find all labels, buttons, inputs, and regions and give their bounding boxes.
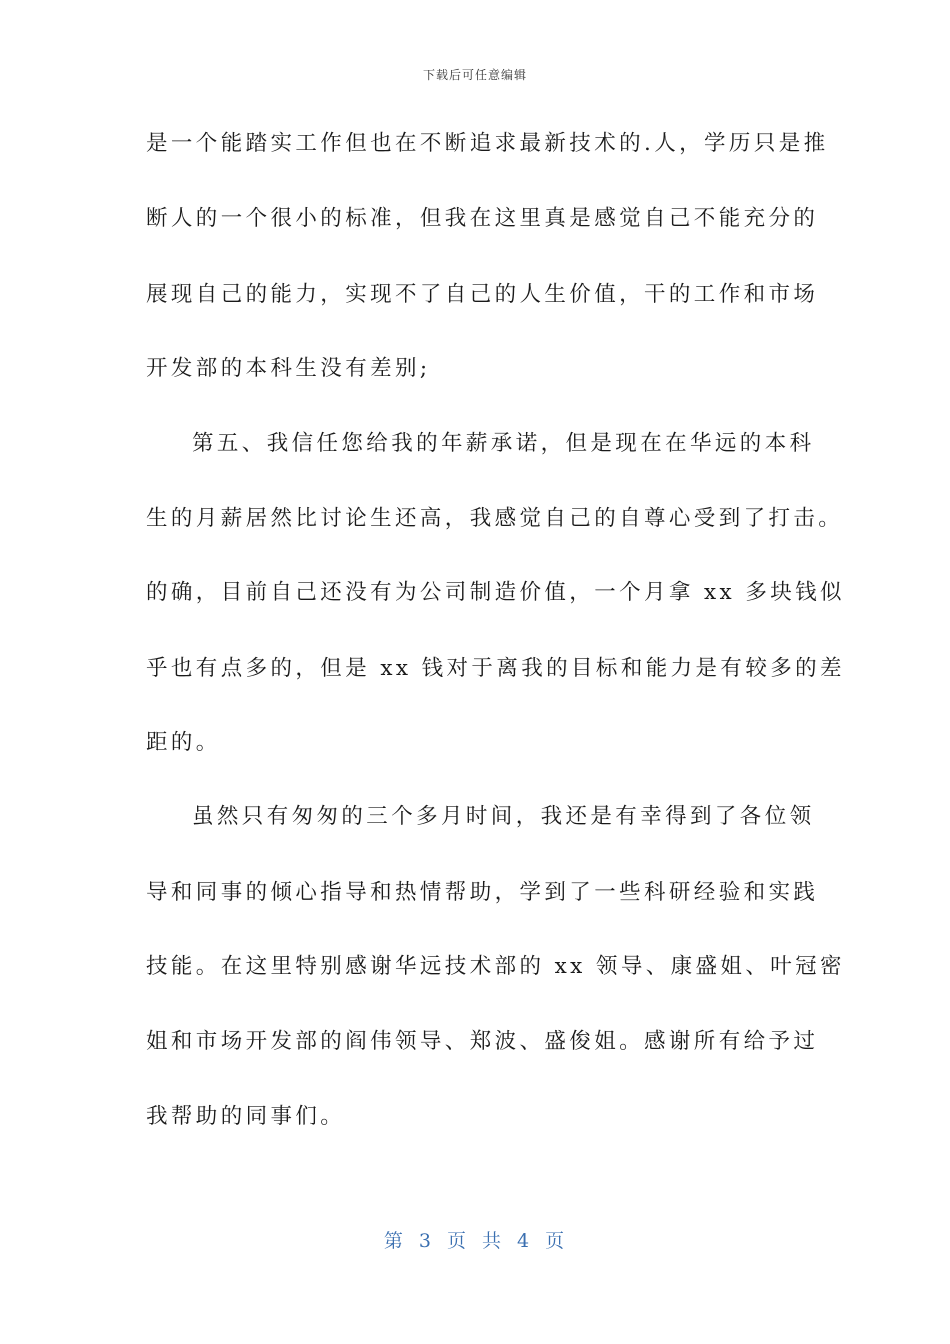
page-header: 下载后可任意编辑 — [422, 68, 527, 82]
body-text-line: 乎也有点多的，但是 xx 钱对于离我的目标和能力是有较多的差 — [146, 656, 845, 681]
body-text-line: 断人的一个很小的标准，但我在这里真是感觉自己不能充分的 — [146, 206, 819, 231]
body-text-line: 姐和市场开发部的阎伟领导、郑波、盛俊姐。感谢所有给予过 — [146, 1029, 819, 1054]
body-text-line: 距的。 — [146, 730, 221, 755]
body-text-line: 我帮助的同事们。 — [146, 1104, 346, 1129]
body-text-line: 导和同事的倾心指导和热情帮助，学到了一些科研经验和实践 — [146, 880, 819, 905]
paragraph-first-line: 第五、我信任您给我的年薪承诺，但是现在在华远的本科 — [192, 431, 815, 456]
body-text-line: 的确，目前自己还没有为公司制造价值，一个月拿 xx 多块钱似 — [146, 580, 845, 605]
paragraph-first-line: 虽然只有匆匆的三个多月时间，我还是有幸得到了各位领 — [192, 804, 815, 829]
body-text-line: 是一个能踏实工作但也在不断追求最新技术的.人，学历只是推 — [146, 131, 829, 156]
page-number-footer: 第 3 页 共 4 页 — [383, 1230, 567, 1252]
body-text-line: 生的月薪居然比讨论生还高，我感觉自己的自尊心受到了打击。 — [146, 506, 844, 531]
body-text-line: 开发部的本科生没有差别; — [146, 356, 431, 381]
body-text-line: 展现自己的能力，实现不了自己的人生价值，干的工作和市场 — [146, 282, 819, 307]
body-text-line: 技能。在这里特别感谢华远技术部的 xx 领导、康盛姐、叶冠密 — [146, 954, 845, 979]
